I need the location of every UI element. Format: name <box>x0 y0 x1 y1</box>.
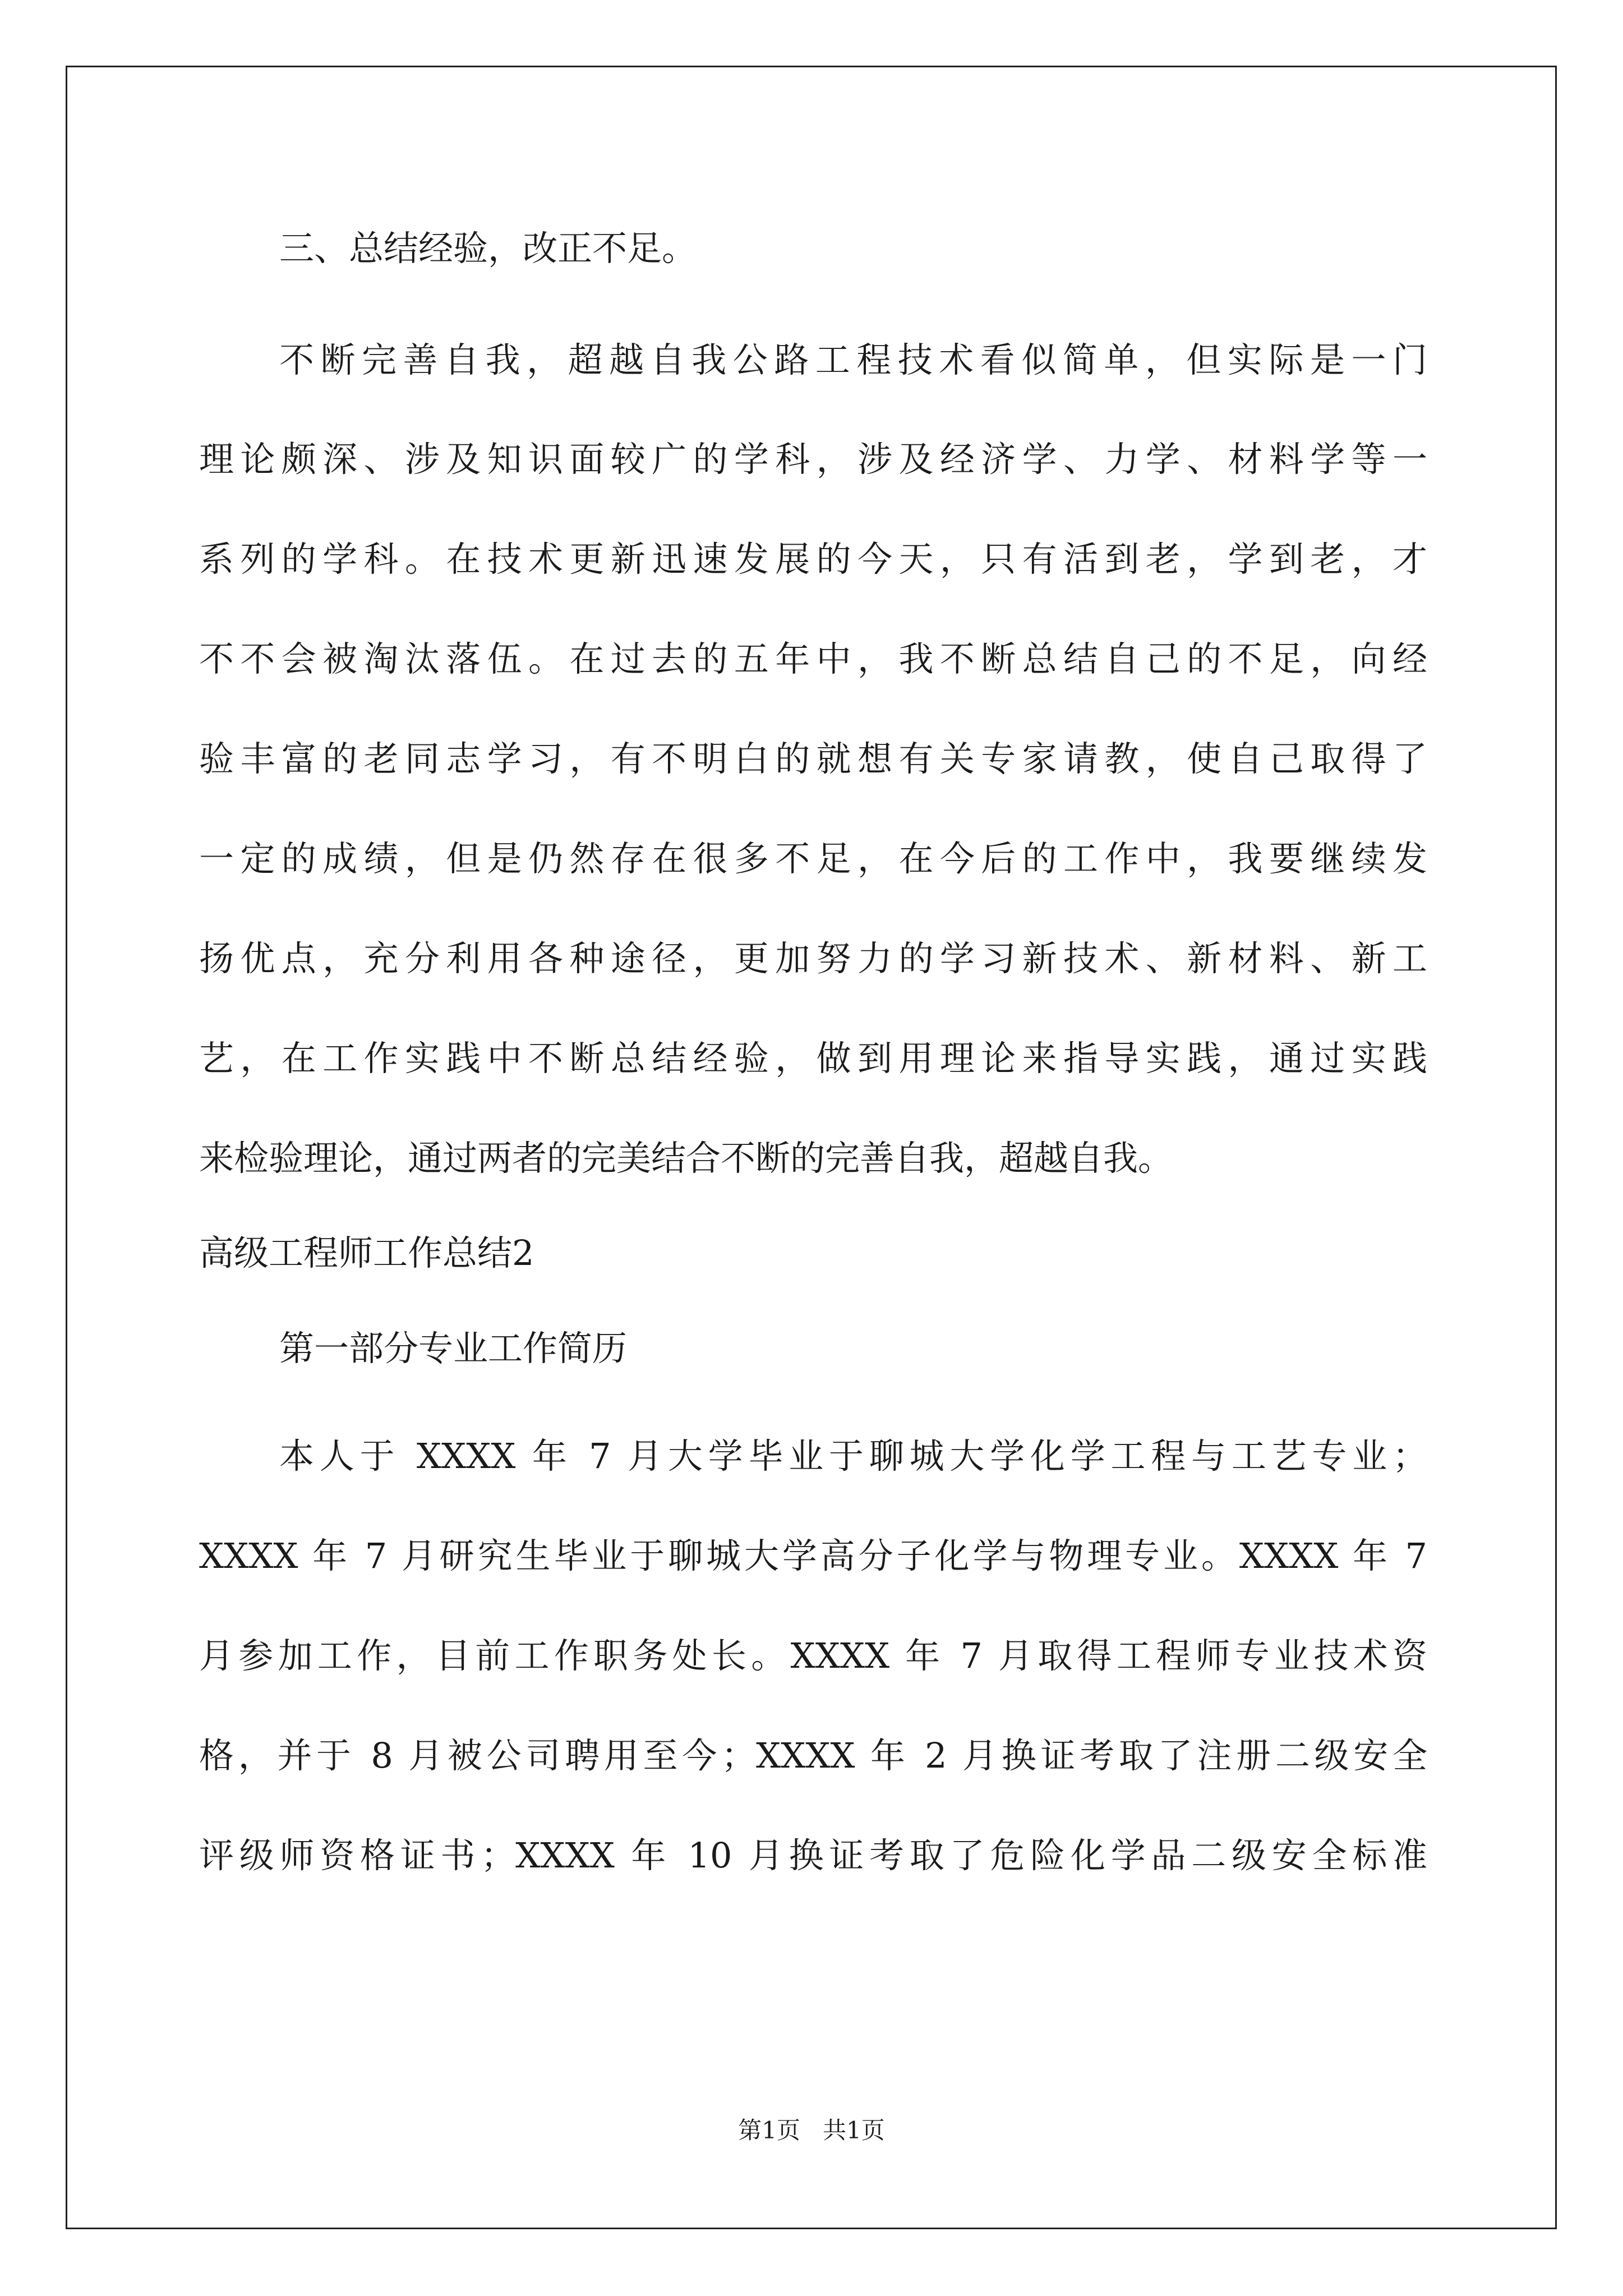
paragraph-line: 本人于 XXXX 年 7 月大学毕业于聊城大学化学工程与工艺专业； <box>279 1435 1427 1476</box>
paragraph-line: 不不会被淘汰落伍。在过去的五年中，我不断总结自己的不足，向经 <box>199 638 1427 679</box>
paragraph-line: XXXX 年 7 月研究生毕业于聊城大学高分子化学与物理专业。XXXX 年 7 <box>199 1535 1427 1576</box>
paragraph-line: 一定的成绩，但是仍然存在很多不足，在今后的工作中，我要继续发 <box>199 838 1427 879</box>
document-title: 高级工程师工作总结2 <box>199 1232 534 1273</box>
paragraph-line: 来检验理论，通过两者的完美结合不断的完善自我，超越自我。 <box>199 1138 1173 1179</box>
paragraph-line: 系列的学科。在技术更新迅速发展的今天，只有活到老，学到老，才 <box>199 539 1427 579</box>
section-heading: 第一部分专业工作简历 <box>279 1328 628 1369</box>
paragraph-line: 扬优点，充分利用各种途径，更加努力的学习新技术、新材料、新工 <box>199 938 1427 979</box>
paragraph-line: 评级师资格证书；XXXX 年 10 月换证考取了危险化学品二级安全标准 <box>199 1835 1427 1876</box>
paragraph-line: 不断完善自我，超越自我公路工程技术看似简单，但实际是一门 <box>279 339 1427 380</box>
section-heading: 三、总结经验，改正不足。 <box>279 228 697 269</box>
paragraph-line: 月参加工作，目前工作职务处长。XXXX 年 7 月取得工程师专业技术资 <box>199 1635 1427 1676</box>
paragraph-line: 艺，在工作实践中不断总结经验，做到用理论来指导实践，通过实践 <box>199 1038 1427 1079</box>
page-footer: 第1页 共1页 <box>738 2116 885 2144</box>
paragraph-line: 理论颇深、涉及知识面较广的学科，涉及经济学、力学、材料学等一 <box>199 439 1427 480</box>
paragraph-line: 验丰富的老同志学习，有不明白的就想有关专家请教，使自己取得了 <box>199 738 1427 779</box>
paragraph-line: 格，并于 8 月被公司聘用至今；XXXX 年 2 月换证考取了注册二级安全 <box>199 1735 1427 1776</box>
